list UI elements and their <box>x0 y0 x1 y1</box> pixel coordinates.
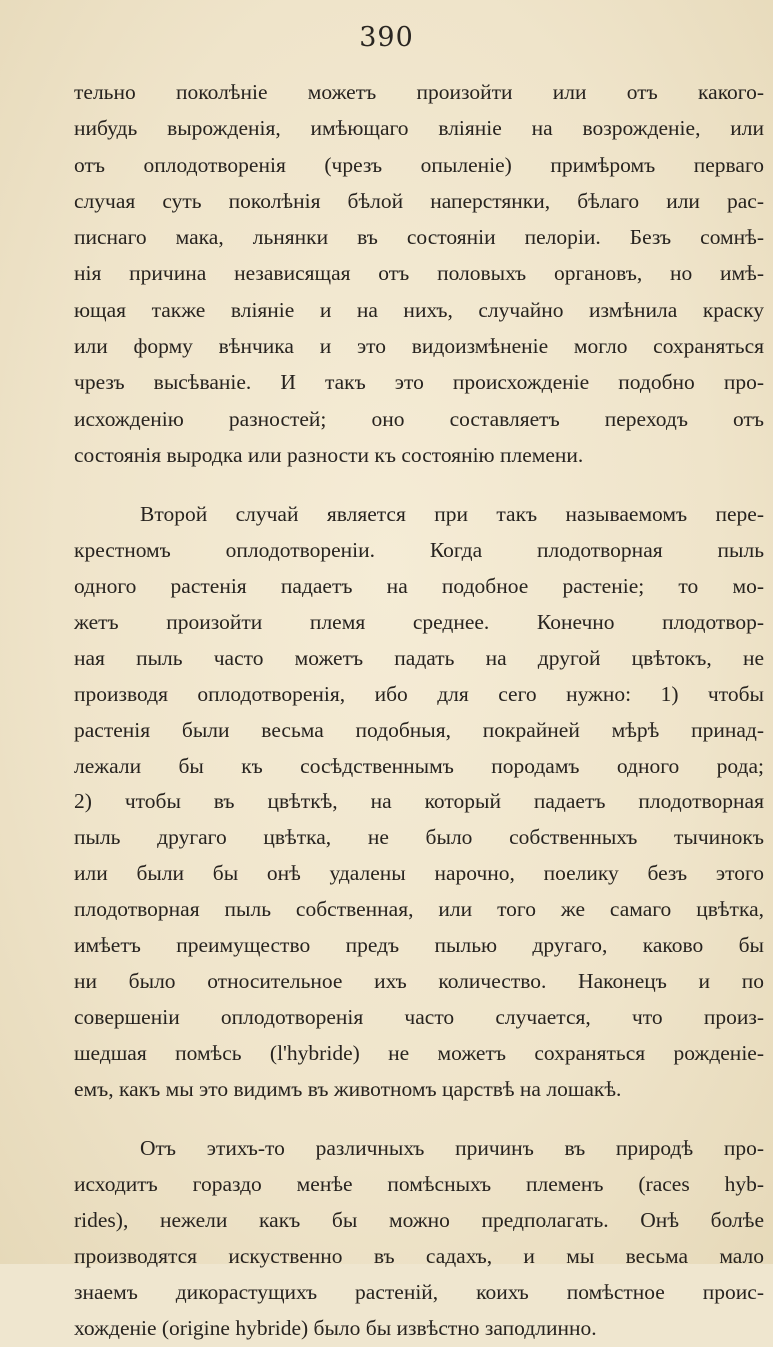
page-number: 390 <box>359 22 414 53</box>
text-line: 2) чтобы въ цвѣткѣ, на который падаетъ плодотворная <box>74 789 764 814</box>
text-line: одного растенія падаетъ на подобное растеніе; то мо- <box>74 574 764 599</box>
paragraph <box>74 74 764 473</box>
text-line: пыль другаго цвѣтка, не было собственныхъ тычинокъ <box>74 825 764 850</box>
text-line: или были бы онѣ удалены нарочно, поелику безъ этого <box>74 861 764 886</box>
text-line: имѣетъ преимущество предъ пылью другаго, каково бы <box>74 932 764 957</box>
paragraph-gap <box>74 1107 764 1131</box>
text-line: случая суть поколѣнія бѣлой наперстянки, бѣлаго или рас- <box>74 188 764 213</box>
text-line: тельно поколѣніе можетъ произойти или отъ какого- <box>74 80 764 104</box>
text-line: ни было относительное ихъ количество. Наконецъ и по <box>74 968 764 993</box>
text-line: плодотворная пыль собственная, или того же самаго цвѣтка, <box>74 897 764 922</box>
text-line: отъ оплодотворенія (чрезъ опыленіе) примѣромъ перваго <box>74 152 764 177</box>
text-line: лежали бы къ сосѣдственнымъ породамъ одного рода; <box>74 753 764 778</box>
text-line: или форму вѣнчика и это видоизмѣненіе могло сохраняться <box>74 334 764 359</box>
text-line: нибудь вырожденія, имѣющаго вліяніе на возрожденіе, или <box>74 116 764 141</box>
text-line: емъ, какъ мы это видимъ въ животномъ царствѣ на лошакѣ. <box>74 1076 622 1101</box>
text-line: ющая также вліяніе и на нихъ, случайно измѣнила краску <box>74 297 764 322</box>
text-line: знаемъ дикорастущихъ растеній, коихъ помѣстное проис- <box>74 1279 764 1304</box>
text-line: ная пыль часто можетъ падать на другой цвѣтокъ, не <box>74 645 764 670</box>
text-line: нія причина независящая отъ половыхъ органовъ, но имѣ- <box>74 261 764 286</box>
text-line: Отъ этихъ-то различныхъ причинъ въ природѣ про- <box>140 1136 764 1161</box>
paragraph <box>74 1131 764 1346</box>
text-line: исхожденію разностей; оно составляетъ переходъ отъ <box>74 406 764 431</box>
text-line: крестномъ оплодотвореніи. Когда плодотворная пыль <box>74 538 764 563</box>
page-body <box>74 74 764 1347</box>
text-line: совершеніи оплодотворенія часто случается, что произ- <box>74 1004 764 1029</box>
text-line: состоянія выродка или разности къ состоянію племени. <box>74 442 584 467</box>
text-line: чрезъ высѣваніе. И такъ это происхожденіе подобно про- <box>74 370 764 395</box>
text-line: rides), нежели какъ бы можно предполагать. Онѣ болѣе <box>74 1208 764 1233</box>
text-line: писнаго мака, льнянки въ состояніи пелоріи. Безъ сомнѣ- <box>74 225 764 250</box>
paragraph <box>74 497 764 1107</box>
text-line: растенія были весьма подобныя, покрайней мѣрѣ принад- <box>74 717 764 742</box>
text-line: исходитъ гораздо менѣе помѣсныхъ племенъ (races hyb- <box>74 1172 764 1197</box>
paragraph-gap <box>74 473 764 497</box>
text-line: Второй случай является при такъ называемомъ пере- <box>140 502 764 527</box>
text-line: производятся искуственно въ садахъ, и мы весьма мало <box>74 1244 764 1269</box>
text-line: производя оплодотворенія, ибо для сего нужно: 1) чтобы <box>74 681 764 706</box>
text-line: жетъ произойти племя среднее. Конечно плодотвор- <box>74 609 764 634</box>
text-line: хожденіе (origine hybride) было бы извѣстно заподлинно. <box>74 1315 597 1340</box>
text-line: шедшая помѣсь (l'hybride) не можетъ сохраняться рожденіе- <box>74 1040 764 1065</box>
